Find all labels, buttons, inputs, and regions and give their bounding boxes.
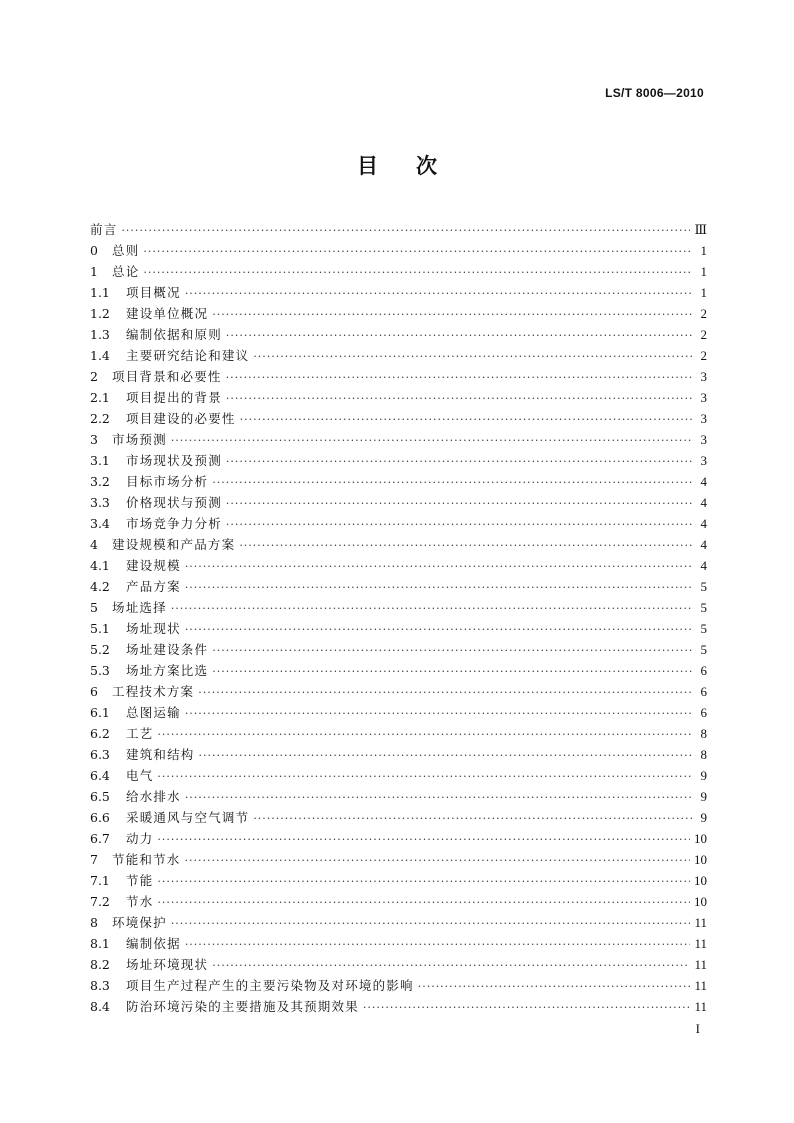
toc-leader-dots: [212, 472, 693, 493]
toc-entry[interactable]: [90, 492, 707, 513]
toc-entry-page: 5: [700, 642, 707, 657]
toc-entry[interactable]: [90, 681, 707, 702]
toc-entry-number: 1.2: [90, 306, 110, 321]
toc-entry-number: 8.4: [90, 999, 110, 1014]
toc-entry-number: 4: [90, 537, 98, 552]
toc-entry-number: 6.5: [90, 789, 110, 804]
toc-leader-dots: [185, 283, 693, 304]
toc-entry-number: 1: [90, 264, 98, 279]
toc-entry-number: 8: [90, 915, 98, 930]
toc-entry[interactable]: [90, 912, 707, 933]
toc-leader-dots: [185, 934, 691, 955]
toc-entry-number: 6.1: [90, 705, 110, 720]
toc-entry-page: 3: [700, 432, 707, 447]
toc-entry-title: 场址现状: [126, 621, 181, 636]
toc-leader-dots: [199, 745, 693, 766]
standard-number: LS/T 8006—2010: [605, 86, 704, 100]
toc-entry-number: 1.4: [90, 348, 110, 363]
toc-entry[interactable]: [90, 240, 707, 261]
toc-entry-number: 5.2: [90, 642, 110, 657]
toc-entry-title: 建设规模: [126, 558, 181, 573]
toc-entry[interactable]: [90, 450, 707, 471]
toc-leader-dots: [226, 367, 693, 388]
toc-leader-dots: [171, 598, 693, 619]
toc-entry-page: 4: [700, 495, 707, 510]
toc-leader-dots: [185, 577, 693, 598]
toc-entry-number: 8.1: [90, 936, 110, 951]
toc-entry-page: 11: [694, 978, 707, 993]
toc-entry-number: 5.1: [90, 621, 110, 636]
toc-leader-dots: [157, 829, 690, 850]
toc-entry-title: 市场现状及预测: [126, 453, 222, 468]
toc-entry[interactable]: [90, 723, 707, 744]
toc-leader-dots: [226, 493, 693, 514]
toc-entry-title: 动力: [126, 831, 154, 846]
toc-entry-page: 1: [700, 264, 707, 279]
toc-entry-number: 6.6: [90, 810, 110, 825]
toc-entry-page: 3: [700, 453, 707, 468]
toc-entry-title: 环境保护: [112, 915, 167, 930]
toc-entry-title: 总论: [112, 264, 140, 279]
page-title: 目次: [357, 154, 475, 178]
toc-entry[interactable]: [90, 534, 707, 555]
toc-entry-page: 10: [694, 831, 707, 846]
toc-entry-page: 4: [700, 516, 707, 531]
toc-leader-dots: [157, 871, 690, 892]
toc-entry[interactable]: [90, 975, 707, 996]
toc-entry-number: 5: [90, 600, 98, 615]
toc-entry[interactable]: [90, 954, 707, 975]
page-folio: I: [695, 1021, 700, 1036]
toc-entry-page: 8: [700, 726, 707, 741]
toc-entry-title: 编制依据: [126, 936, 181, 951]
toc-entry-title: 前言: [90, 222, 118, 237]
toc-entry-title: 目标市场分析: [126, 474, 209, 489]
toc-entry[interactable]: [90, 639, 707, 660]
toc-entry-number: 3: [90, 432, 98, 447]
toc-entry-number: 0: [90, 243, 98, 258]
toc-entry-page: 4: [700, 558, 707, 573]
toc-entry-number: 3.2: [90, 474, 110, 489]
toc-entry-page: 11: [694, 936, 707, 951]
toc-entry-page: 6: [700, 705, 707, 720]
toc-entry-page: 10: [694, 873, 707, 888]
toc-entry[interactable]: [90, 996, 707, 1017]
toc-entry-title: 建筑和结构: [126, 747, 195, 762]
toc-entry-page: 9: [700, 768, 707, 783]
toc-entry-title: 节能: [126, 873, 154, 888]
toc-entry-title: 场址建设条件: [126, 642, 209, 657]
toc-leader-dots: [171, 430, 693, 451]
toc-entry[interactable]: [90, 345, 707, 366]
toc-entry[interactable]: [90, 618, 707, 639]
toc-entry-title: 建设规模和产品方案: [112, 537, 236, 552]
toc-leader-dots: [226, 451, 693, 472]
toc-entry[interactable]: [90, 870, 707, 891]
toc-entry-title: 采暖通风与空气调节: [126, 810, 250, 825]
toc-leader-dots: [253, 808, 693, 829]
toc-entry-number: 4.1: [90, 558, 110, 573]
toc-entry-page: 5: [700, 600, 707, 615]
toc-entry-title: 总图运输: [126, 705, 181, 720]
toc-entry-page: 8: [700, 747, 707, 762]
toc-entry-title: 节水: [126, 894, 154, 909]
toc-leader-dots: [157, 766, 693, 787]
toc-entry-title: 项目背景和必要性: [112, 369, 222, 384]
toc-leader-dots: [226, 514, 693, 535]
toc-entry-page: 1: [700, 285, 707, 300]
toc-entry[interactable]: [90, 849, 707, 870]
toc-entry-page: 9: [700, 789, 707, 804]
toc-entry-number: 3.4: [90, 516, 110, 531]
toc-entry-number: 6.3: [90, 747, 110, 762]
toc-entry-page: 5: [700, 621, 707, 636]
toc-entry-page: 3: [700, 411, 707, 426]
toc-entry-page: 10: [694, 852, 707, 867]
toc-entry-number: 1.3: [90, 327, 110, 342]
toc-entry[interactable]: [90, 513, 707, 534]
toc-entry-title: 场址环境现状: [126, 957, 209, 972]
toc-entry-title: 工艺: [126, 726, 154, 741]
toc-entry[interactable]: [90, 303, 707, 324]
toc-leader-dots: [212, 661, 693, 682]
toc-entry-title: 场址方案比选: [126, 663, 209, 678]
toc-entry-number: 7.1: [90, 873, 110, 888]
toc-entry-number: 7.2: [90, 894, 110, 909]
toc-entry-number: 3.3: [90, 495, 110, 510]
toc-entry-page: 11: [694, 957, 707, 972]
toc-entry-page: 9: [700, 810, 707, 825]
toc-entry-title: 建设单位概况: [126, 306, 209, 321]
toc-entry-number: 6.2: [90, 726, 110, 741]
toc-entry-page: 3: [700, 390, 707, 405]
toc-leader-dots: [239, 535, 693, 556]
toc-leader-dots: [418, 976, 691, 997]
toc-leader-dots: [212, 640, 693, 661]
toc-entry-title: 项目概况: [126, 285, 181, 300]
toc-entry-title: 节能和节水: [112, 852, 181, 867]
toc-entry-page: 5: [700, 579, 707, 594]
toc-entry[interactable]: [90, 576, 707, 597]
toc-leader-dots: [198, 682, 693, 703]
toc-entry-title: 编制依据和原则: [126, 327, 222, 342]
toc-entry[interactable]: [90, 660, 707, 681]
toc-entry-title: 市场竞争力分析: [126, 516, 222, 531]
toc-entry-page: 6: [700, 684, 707, 699]
toc-entry-number: 6.4: [90, 768, 110, 783]
toc-entry-title: 给水排水: [126, 789, 181, 804]
toc-leader-dots: [185, 556, 693, 577]
toc-entry-title: 主要研究结论和建议: [126, 348, 250, 363]
toc-leader-dots: [121, 220, 690, 241]
toc-entry-number: 6: [90, 684, 98, 699]
toc-leader-dots: [185, 703, 693, 724]
toc-entry[interactable]: [90, 807, 707, 828]
table-of-contents: [90, 219, 707, 1017]
toc-entry-number: 2.1: [90, 390, 110, 405]
toc-entry-title: 场址选择: [112, 600, 167, 615]
toc-entry-page: 10: [694, 894, 707, 909]
toc-leader-dots: [157, 892, 690, 913]
toc-leader-dots: [212, 304, 693, 325]
toc-leader-dots: [185, 787, 693, 808]
toc-entry-page: 2: [700, 348, 707, 363]
toc-leader-dots: [363, 997, 691, 1018]
toc-entry-number: 8.3: [90, 978, 110, 993]
toc-leader-dots: [226, 325, 693, 346]
toc-leader-dots: [143, 241, 693, 262]
toc-entry[interactable]: [90, 765, 707, 786]
toc-entry-number: 3.1: [90, 453, 110, 468]
toc-entry[interactable]: [90, 261, 707, 282]
toc-entry-number: 8.2: [90, 957, 110, 972]
toc-leader-dots: [185, 619, 693, 640]
toc-entry-title: 市场预测: [112, 432, 167, 447]
toc-entry-title: 防治环境污染的主要措施及其预期效果: [126, 999, 359, 1014]
toc-entry-page: 6: [700, 663, 707, 678]
toc-entry-number: 2.2: [90, 411, 110, 426]
toc-entry-page: 11: [694, 999, 707, 1014]
toc-entry[interactable]: [90, 219, 707, 240]
toc-entry-title: 电气: [126, 768, 154, 783]
toc-entry[interactable]: [90, 597, 707, 618]
toc-entry-number: 5.3: [90, 663, 110, 678]
toc-leader-dots: [157, 724, 693, 745]
toc-entry-page: 4: [700, 474, 707, 489]
toc-entry[interactable]: [90, 387, 707, 408]
toc-leader-dots: [253, 346, 693, 367]
toc-entry-number: 6.7: [90, 831, 110, 846]
toc-leader-dots: [185, 850, 690, 871]
toc-entry[interactable]: [90, 324, 707, 345]
toc-entry-page: 3: [700, 369, 707, 384]
toc-entry[interactable]: [90, 471, 707, 492]
toc-entry-page: 4: [700, 537, 707, 552]
toc-entry-number: 7: [90, 852, 98, 867]
toc-leader-dots: [240, 409, 693, 430]
toc-entry-title: 项目生产过程产生的主要污染物及对环境的影响: [126, 978, 414, 993]
toc-leader-dots: [226, 388, 693, 409]
toc-leader-dots: [143, 262, 693, 283]
toc-entry-page: Ⅲ: [694, 222, 707, 237]
toc-entry[interactable]: [90, 744, 707, 765]
toc-entry-title: 产品方案: [126, 579, 181, 594]
toc-entry-title: 项目提出的背景: [126, 390, 222, 405]
toc-entry-page: 11: [694, 915, 707, 930]
toc-entry-page: 1: [700, 243, 707, 258]
toc-entry[interactable]: [90, 828, 707, 849]
toc-entry[interactable]: [90, 702, 707, 723]
toc-entry[interactable]: [90, 555, 707, 576]
toc-entry[interactable]: [90, 366, 707, 387]
toc-entry-title: 总则: [112, 243, 140, 258]
toc-entry[interactable]: [90, 891, 707, 912]
toc-entry-title: 价格现状与预测: [126, 495, 222, 510]
toc-entry[interactable]: [90, 429, 707, 450]
toc-entry-page: 2: [700, 306, 707, 321]
toc-entry[interactable]: [90, 282, 707, 303]
toc-entry-number: 1.1: [90, 285, 110, 300]
toc-entry-number: 4.2: [90, 579, 110, 594]
toc-entry-page: 2: [700, 327, 707, 342]
toc-entry-title: 工程技术方案: [112, 684, 195, 699]
toc-entry[interactable]: [90, 408, 707, 429]
toc-entry-number: 2: [90, 369, 98, 384]
toc-entry[interactable]: [90, 786, 707, 807]
toc-entry[interactable]: [90, 933, 707, 954]
toc-entry-title: 项目建设的必要性: [126, 411, 236, 426]
toc-leader-dots: [212, 955, 690, 976]
toc-leader-dots: [171, 913, 691, 934]
